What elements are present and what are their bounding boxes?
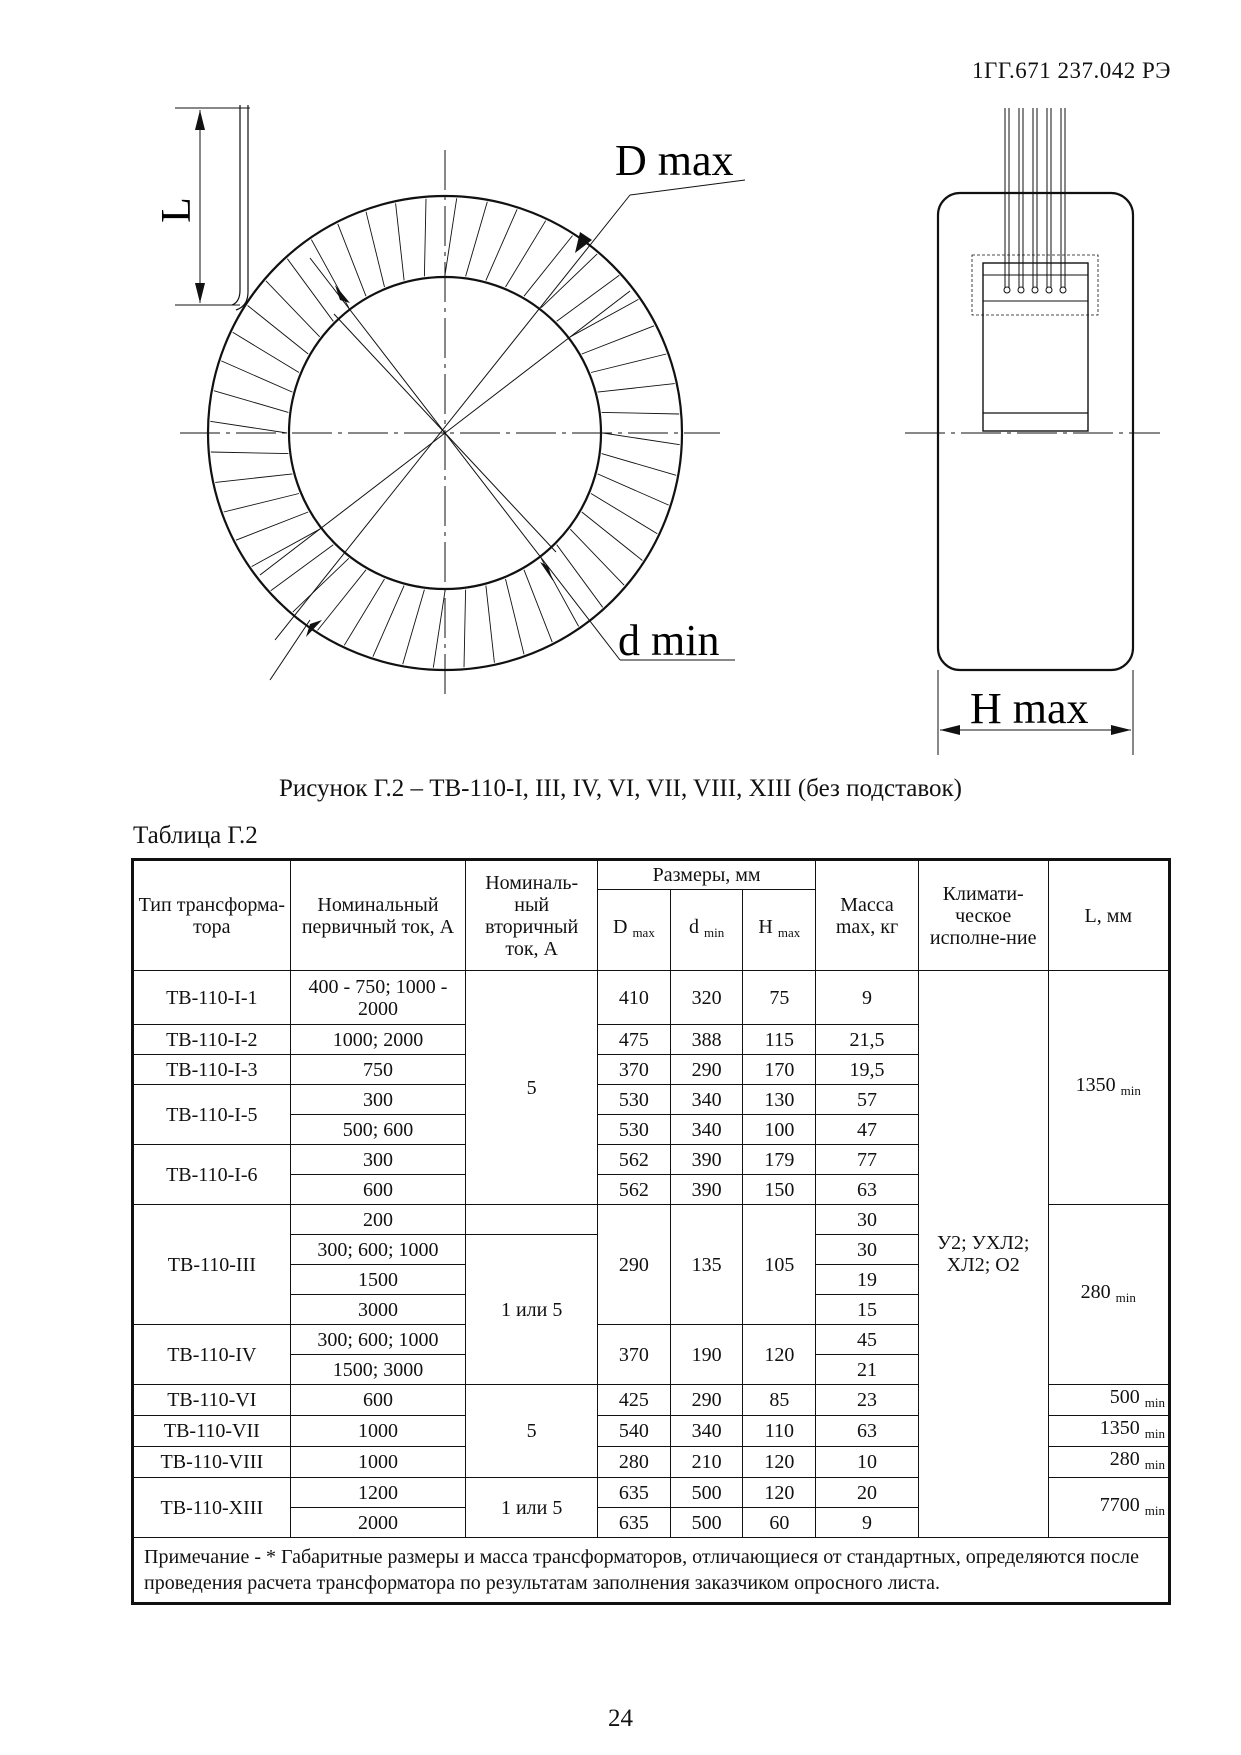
cell-d: 320 (670, 971, 743, 1025)
cell-D: 562 (598, 1175, 671, 1205)
cell-H: 75 (743, 971, 816, 1025)
cell-primary: 1000; 2000 (290, 1025, 466, 1055)
winding-segment (252, 529, 320, 566)
cell-mass: 63 (816, 1175, 919, 1205)
table-note: Примечание - * Габаритные размеры и масса трансформаторов, отличающиеся от стандартных, определяются после проведения расчета трансформатора по результатам заполнения заказчиком опросного листа. (133, 1538, 1170, 1604)
cell-H: 120 (743, 1478, 816, 1508)
cell-primary: 1500 (290, 1265, 466, 1295)
cell-H: 60 (743, 1508, 816, 1538)
winding-segment (541, 254, 597, 308)
table-row (133, 971, 1170, 1025)
winding-segment (403, 590, 425, 665)
cell-secondary: 1 или 5 (466, 1478, 598, 1538)
cell-d: 290 (670, 1385, 743, 1416)
cell-mass: 20 (816, 1478, 919, 1508)
cell-secondary: 1 или 5 (466, 1235, 598, 1385)
cell-type: ТВ-110-XIII (133, 1478, 291, 1538)
cell-H: 170 (743, 1055, 816, 1085)
cell-H: 150 (743, 1175, 816, 1205)
cell-L: 7700 $_{min}$ (1048, 1478, 1169, 1538)
terminal-pin (1032, 287, 1038, 293)
label-d-min: d min (618, 616, 720, 665)
cell-D: 475 (598, 1025, 671, 1055)
cell-primary: 600 (290, 1175, 466, 1205)
winding-segment (211, 452, 289, 454)
terminal-pin (1060, 287, 1066, 293)
cell-H: 120 (743, 1447, 816, 1478)
cell-H: 110 (743, 1416, 816, 1447)
transformer-drawing (0, 0, 1241, 770)
cell-mass: 45 (816, 1325, 919, 1355)
cell-mass: 19,5 (816, 1055, 919, 1085)
winding-segment (524, 570, 552, 642)
cell-D: 530 (598, 1115, 671, 1145)
cell-type: ТВ-110-VI (133, 1385, 291, 1416)
cell-secondary-empty (466, 1205, 598, 1235)
winding-segment (221, 361, 292, 392)
label-H-max: H max (970, 684, 1089, 733)
document-code: 1ГГ.671 237.042 РЭ (972, 58, 1171, 83)
cell-H: 100 (743, 1115, 816, 1145)
label-L: L (154, 197, 200, 223)
cell-H: 130 (743, 1085, 816, 1115)
table-title: Таблица Г.2 (133, 822, 258, 849)
header-primary: Номинальный первичный ток, А (290, 860, 466, 971)
cell-mass: 21,5 (816, 1025, 919, 1055)
cell-L: 1350 $_{min}$ (1048, 971, 1169, 1205)
cell-primary: 1000 (290, 1416, 466, 1447)
cell-primary: 750 (290, 1055, 466, 1085)
winding-segment (433, 591, 445, 668)
winding-segment (373, 586, 404, 657)
cell-mass: 30 (816, 1205, 919, 1235)
winding-segment (445, 198, 457, 275)
header-climate: Климати-ческое исполне-ние (918, 860, 1048, 971)
cell-type: ТВ-110-VII (133, 1416, 291, 1447)
header-L: L, мм (1048, 860, 1169, 971)
cell-primary: 1200 (290, 1478, 466, 1508)
cell-primary: 200 (290, 1205, 466, 1235)
cell-primary: 1000 (290, 1447, 466, 1478)
cell-D: 410 (598, 971, 671, 1025)
winding-segment (464, 590, 466, 668)
cell-mass: 77 (816, 1145, 919, 1175)
cell-d: 390 (670, 1145, 743, 1175)
header-D: D $_{max}$ (598, 890, 671, 971)
cell-d: 340 (670, 1416, 743, 1447)
cell-secondary: 5 (466, 971, 598, 1205)
header-secondary: Номиналь-ный вторичный ток, А (466, 860, 598, 971)
header-type: Тип трансформа-тора (133, 860, 291, 971)
cell-D: 635 (598, 1508, 671, 1538)
cell-D: 530 (598, 1085, 671, 1115)
cell-L: 280 $_{min}$ (1048, 1205, 1169, 1385)
winding-segment (466, 202, 488, 277)
winding-segment (366, 212, 385, 287)
winding-segment (236, 512, 308, 540)
figure-caption: Рисунок Г.2 – ТВ-110-I, III, IV, VI, VII, VIII, XIII (без подставок) (278, 775, 963, 802)
cell-d: 135 (670, 1205, 743, 1325)
cell-primary: 1500; 3000 (290, 1355, 466, 1385)
cell-L: 500 $_{min}$ (1048, 1385, 1169, 1416)
cell-primary: 600 (290, 1385, 466, 1416)
cell-mass: 10 (816, 1447, 919, 1478)
header-H: H $_{max}$ (743, 890, 816, 971)
winding-segment (557, 275, 620, 321)
cell-primary: 300 (290, 1145, 466, 1175)
winding-segment (486, 209, 517, 280)
terminal-pin (1046, 287, 1052, 293)
terminal-pin (1018, 287, 1024, 293)
cell-H: 179 (743, 1145, 816, 1175)
winding-segment (338, 224, 366, 296)
cell-mass: 15 (816, 1295, 919, 1325)
cell-d: 340 (670, 1085, 743, 1115)
cell-mass: 47 (816, 1115, 919, 1145)
winding-segment (570, 529, 624, 585)
winding-segment (582, 326, 654, 354)
cell-D: 280 (598, 1447, 671, 1478)
cell-H: 120 (743, 1325, 816, 1385)
cell-D: 562 (598, 1145, 671, 1175)
header-row-1 (133, 860, 1170, 890)
cell-d: 340 (670, 1115, 743, 1145)
winding-segment (602, 454, 677, 476)
cell-H: 85 (743, 1385, 816, 1416)
note-row (133, 1538, 1170, 1604)
cell-H: 105 (743, 1205, 816, 1325)
cell-D: 290 (598, 1205, 671, 1325)
cell-d: 500 (670, 1508, 743, 1538)
cell-mass: 19 (816, 1265, 919, 1295)
winding-segment (396, 203, 405, 280)
cell-mass: 57 (816, 1085, 919, 1115)
cell-mass: 63 (816, 1416, 919, 1447)
winding-segment (603, 433, 680, 445)
cell-mass: 21 (816, 1355, 919, 1385)
winding-segment (214, 391, 289, 413)
header-sizes: Размеры, мм (598, 860, 816, 890)
cell-mass: 9 (816, 971, 919, 1025)
spec-table (131, 858, 1171, 1605)
winding-segment (557, 545, 603, 608)
winding-segment (591, 354, 666, 373)
cell-d: 388 (670, 1025, 743, 1055)
cell-L: 1350 $_{min}$ (1048, 1416, 1169, 1447)
header-mass: Масса max, кг (816, 860, 919, 971)
winding-segment (271, 545, 334, 591)
cell-type: ТВ-110-I-3 (133, 1055, 291, 1085)
winding-segment (506, 579, 525, 654)
cell-type: ТВ-110-III (133, 1205, 291, 1325)
label-D-max: D max (615, 136, 734, 185)
winding-segment (215, 474, 292, 483)
winding-segment (266, 281, 320, 337)
winding-segment (598, 474, 669, 505)
cell-type: ТВ-110-IV (133, 1325, 291, 1385)
cell-D: 540 (598, 1416, 671, 1447)
cell-primary: 300; 600; 1000 (290, 1325, 466, 1355)
winding-segment (287, 259, 333, 322)
winding-segment (570, 299, 638, 336)
cell-primary: 2000 (290, 1508, 466, 1538)
cell-type: ТВ-110-I-5 (133, 1085, 291, 1145)
cell-d: 190 (670, 1325, 743, 1385)
cell-D: 425 (598, 1385, 671, 1416)
winding-segment (602, 412, 680, 414)
cell-D: 370 (598, 1055, 671, 1085)
cell-d: 500 (670, 1478, 743, 1508)
cell-d: 210 (670, 1447, 743, 1478)
cell-type: ТВ-110-VIII (133, 1447, 291, 1478)
winding-segment (598, 384, 675, 393)
cell-mass: 23 (816, 1385, 919, 1416)
cell-climate: У2; УХЛ2; ХЛ2; О2 (918, 971, 1048, 1538)
cell-type: ТВ-110-I-6 (133, 1145, 291, 1205)
cell-primary: 400 - 750; 1000 - 2000 (290, 971, 466, 1025)
cell-primary: 3000 (290, 1295, 466, 1325)
cell-D: 370 (598, 1325, 671, 1385)
header-d: d $_{min}$ (670, 890, 743, 971)
terminal-pin (1004, 287, 1010, 293)
winding-segment (224, 494, 299, 513)
cell-mass: 9 (816, 1508, 919, 1538)
cell-type: ТВ-110-I-2 (133, 1025, 291, 1055)
cell-L: 280 $_{min}$ (1048, 1447, 1169, 1478)
page-number: 24 (608, 1705, 633, 1732)
front-view (175, 105, 745, 700)
side-view (905, 108, 1160, 755)
cell-primary: 300 (290, 1085, 466, 1115)
terminal-leads (1004, 108, 1066, 293)
cell-mass: 30 (816, 1235, 919, 1265)
winding-segment (486, 586, 495, 663)
winding-segment (293, 558, 349, 612)
winding-segment (210, 421, 287, 433)
cell-d: 290 (670, 1055, 743, 1085)
cell-type: ТВ-110-I-1 (133, 971, 291, 1025)
cell-d: 390 (670, 1175, 743, 1205)
cell-primary: 500; 600 (290, 1115, 466, 1145)
cell-H: 115 (743, 1025, 816, 1055)
cell-D: 635 (598, 1478, 671, 1508)
winding-segment (424, 199, 426, 277)
cell-primary: 300; 600; 1000 (290, 1235, 466, 1265)
cell-secondary: 5 (466, 1385, 598, 1478)
